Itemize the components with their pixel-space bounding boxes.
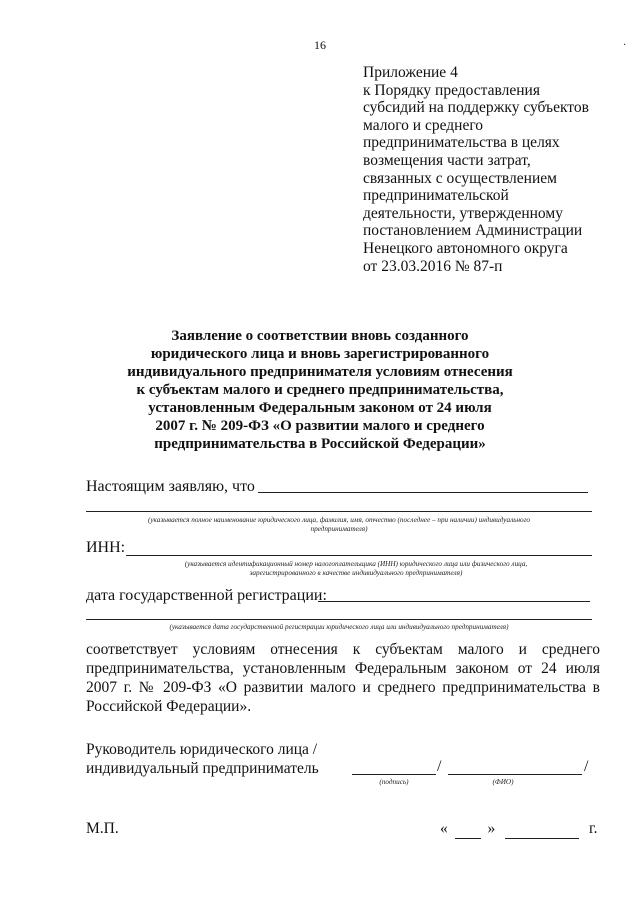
regdate-caption: (указывается дата государственной регистрации юридического лица или индивидуального предпринимателя)	[169, 623, 509, 631]
appendix-line: субсидий на поддержку субъектов	[363, 99, 589, 117]
signature-caption: (подпись)	[379, 778, 409, 786]
declare-caption-line: предпринимателя)	[310, 525, 368, 533]
inn-caption-line: зарегистрированного в качестве индивидуального предпринимателя)	[249, 569, 463, 577]
title-line: предпринимательства в Российской Федерации»	[154, 436, 486, 452]
signatory-label-line: Руководитель юридического лица /	[86, 741, 318, 758]
title-line: Заявление о соответствии вновь созданного	[171, 328, 469, 344]
regdate-input-line[interactable]	[318, 601, 590, 602]
appendix-line: постановлением Администрации	[363, 222, 583, 240]
body-paragraph	[86, 640, 600, 716]
title-line: 2007 г. № 209-ФЗ «О развитии малого и среднего	[155, 418, 485, 434]
date-close-quote: »	[487, 820, 496, 837]
stamp-label: М.П.	[86, 820, 119, 837]
appendix-line: от 23.03.2016 № 87-п	[363, 257, 503, 275]
title-line: индивидуального предпринимателя условиям отнесения	[127, 364, 513, 380]
declare-label: Настоящим заявляю, что	[86, 478, 255, 495]
inn-caption	[120, 560, 592, 578]
appendix-line: предпринимательской	[363, 187, 509, 205]
fullname-input-line[interactable]	[448, 774, 582, 775]
appendix-line: связанных с осуществлением	[363, 169, 557, 187]
declare-caption	[86, 516, 592, 534]
regdate-input-line-2[interactable]	[86, 619, 592, 620]
declare-input-line[interactable]	[258, 492, 588, 493]
regdate-label: дата государственной регистрации:	[86, 587, 327, 604]
signatory-label-line: индивидуальный предприниматель	[86, 760, 319, 777]
title-line: установленным Федеральным законом от 24 июля	[148, 400, 492, 416]
fullname-caption: (ФИО)	[492, 778, 514, 786]
declare-caption-line: (указывается полное наименование юридического лица, фамилия, имя, отчество (последнее – при наличии) индивидуального	[147, 516, 531, 524]
signatory-label	[86, 740, 319, 778]
appendix-line: малого и среднего	[363, 116, 484, 134]
signature-input-line[interactable]	[352, 774, 436, 775]
body-line: 2007 г. № 209-ФЗ «О развитии малого и среднего предпринимательства в	[86, 679, 600, 696]
inn-label: ИНН:	[86, 539, 126, 556]
inn-input-line[interactable]	[126, 555, 592, 556]
fullname-separator: /	[584, 758, 589, 775]
appendix-line: Ненецкого автономного округа	[363, 239, 568, 257]
appendix-line: Приложение 4	[363, 64, 458, 81]
page-number: 16	[314, 38, 326, 52]
document-title	[60, 327, 580, 453]
appendix-line: предпринимательства в целях	[363, 134, 560, 152]
body-line: предпринимательства, установленным Федеральным законом от 24 июля	[86, 660, 600, 677]
month-input[interactable]	[505, 820, 579, 839]
title-line: к субъектам малого и среднего предпринимательства,	[136, 382, 504, 398]
title-line: юридического лица и вновь зарегистрированного	[150, 346, 490, 362]
year-suffix: г.	[589, 820, 598, 837]
declare-input-line-2[interactable]	[86, 511, 592, 512]
appendix-line: к Порядку предоставления	[363, 81, 540, 99]
inn-caption-line: (указывается идентификационный номер налогоплательщика (ИНН) юридического лица или физического лица,	[184, 560, 528, 568]
signature-separator: /	[437, 758, 442, 775]
date-field	[440, 820, 597, 839]
corner-mark: ·	[623, 40, 627, 51]
day-input[interactable]	[455, 820, 481, 839]
appendix-header	[363, 64, 633, 275]
date-open-quote: «	[440, 820, 448, 837]
body-line: Российской Федерации».	[86, 698, 252, 715]
appendix-line: возмещения части затрат,	[363, 151, 531, 169]
body-line: соответствует условиям отнесения к субъектам малого и среднего	[86, 641, 600, 658]
appendix-line: деятельности, утвержденному	[363, 204, 563, 222]
